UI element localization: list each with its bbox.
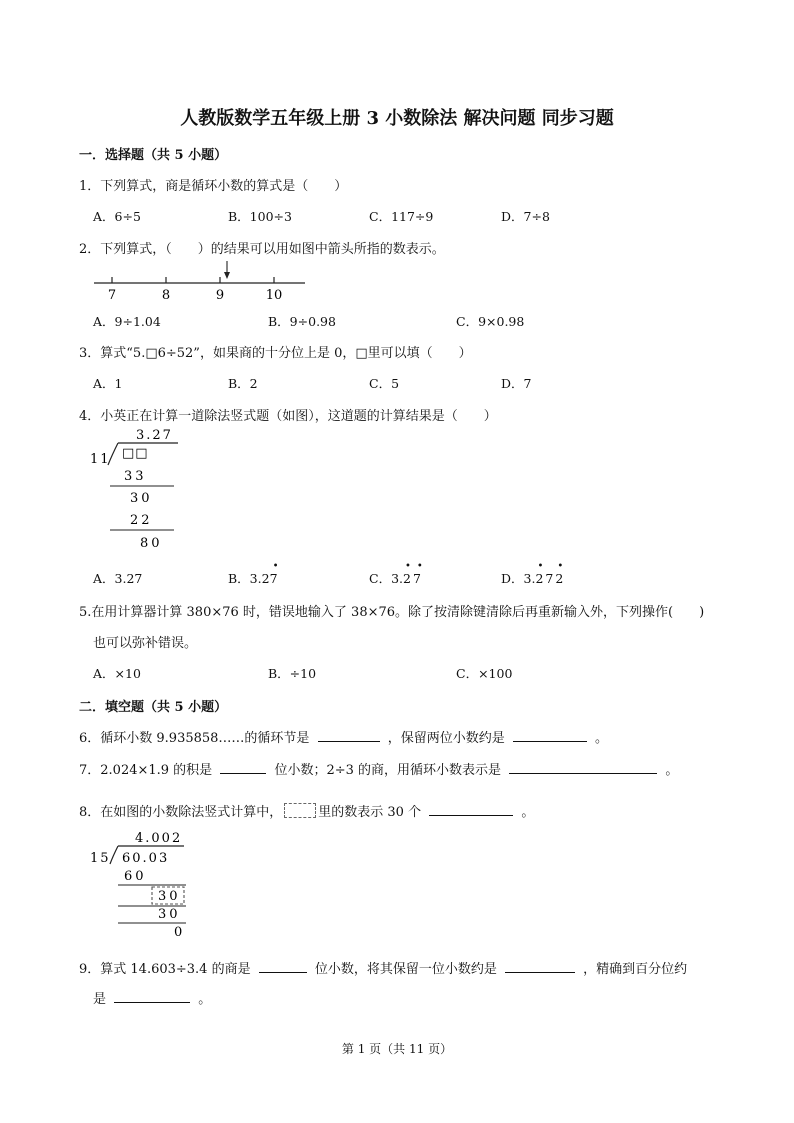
tick-label: 10 — [265, 288, 283, 303]
question-5-stem: 5.在用计算器计算 380×76 时，错误地输入了 38×76。除了按清除键清除后再重新输入外，下列操作( ) — [79, 605, 705, 620]
q9-text-d: 是 — [93, 992, 107, 1007]
question-4-stem: 4．小英正在计算一道除法竖式题（如图），这道题的计算结果是（ ） — [79, 409, 497, 424]
tick-label: 7 — [107, 288, 117, 303]
q4-option-a[interactable]: A．3.27 — [93, 571, 143, 586]
q4-option-b[interactable] — [228, 561, 279, 587]
q5-option-a[interactable]: A．×10 — [93, 666, 141, 681]
q3-option-b[interactable]: B．2 — [228, 376, 258, 391]
q7-text-b: 位小数；2÷3 的商，用循环小数表示是 — [274, 763, 502, 778]
question-5-stem-continued: 也可以弥补错误。 — [93, 636, 198, 651]
long-division-figure-q4 — [88, 425, 188, 555]
q3-option-a[interactable]: A．1 — [93, 376, 123, 391]
section-choice-heading: 一．选择题（共 5 小题） — [79, 148, 228, 163]
divisor-text: 11 — [90, 452, 111, 467]
q1-option-a[interactable]: A．6÷5 — [93, 209, 141, 224]
repeating-digits: •• 272 — [535, 561, 578, 586]
q3-option-d[interactable]: D．7 — [501, 376, 532, 391]
step-text: 30 — [158, 889, 181, 904]
question-2-stem: 2．下列算式，（ ）的结果可以用如图中箭头所指的数表示。 — [79, 242, 445, 257]
q6-text-c: 。 — [595, 731, 609, 746]
page-title: 人教版数学五年级上册 3 小数除法 解决问题 同步习题 — [180, 108, 614, 129]
step-text: 0 — [174, 925, 183, 940]
dividend-text: □□ — [122, 446, 149, 461]
dividend-text: 60.03 — [122, 851, 170, 866]
tick-label: 8 — [161, 288, 171, 303]
step-text: 33 — [124, 469, 147, 484]
q4-option-c[interactable] — [369, 561, 429, 587]
question-8 — [79, 801, 534, 820]
answer-blank[interactable] — [114, 990, 190, 1003]
q6-text-a: 6．循环小数 9.935858……的循环节是 — [79, 731, 310, 746]
option-prefix: B．3.2 — [228, 571, 270, 586]
q9-text-e: 。 — [198, 992, 212, 1007]
answer-blank[interactable] — [259, 960, 307, 973]
long-division-figure-q8 — [88, 828, 198, 940]
q2-option-c[interactable]: C．9×0.98 — [456, 314, 525, 329]
repeating-digits: •• 27 — [403, 561, 429, 586]
tick-label: 9 — [215, 288, 225, 303]
arrow-down-icon — [224, 261, 230, 279]
question-9 — [79, 958, 687, 977]
quotient-text: 4.002 — [135, 831, 183, 846]
answer-blank[interactable] — [513, 729, 587, 742]
q1-option-d[interactable]: D．7÷8 — [501, 209, 550, 224]
answer-blank[interactable] — [509, 761, 657, 774]
number-line-figure — [90, 258, 315, 304]
q7-text-c: 。 — [665, 763, 679, 778]
q6-text-b: ，保留两位小数约是 — [387, 731, 505, 746]
step-text: 80 — [140, 536, 163, 551]
answer-blank[interactable] — [429, 803, 513, 816]
q9-text-c: ，精确到百分位约 — [583, 962, 688, 977]
answer-blank[interactable] — [220, 761, 266, 774]
answer-blank[interactable] — [505, 960, 575, 973]
question-3-stem: 3．算式“5.□6÷52”，如果商的十分位上是 0，□里可以填（ ） — [79, 346, 472, 361]
page-footer: 第 1 页（共 11 页） — [341, 1042, 453, 1056]
dashed-box-icon — [284, 803, 316, 818]
question-6 — [79, 727, 608, 746]
q2-option-b[interactable]: B．9÷0.98 — [268, 314, 336, 329]
q5-option-c[interactable]: C．×100 — [456, 666, 513, 681]
question-1-stem: 1．下列算式，商是循环小数的算式是（ ） — [79, 179, 348, 194]
q8-text-c: 。 — [521, 805, 535, 820]
q3-option-c[interactable]: C．5 — [369, 376, 400, 391]
q2-option-a[interactable]: A．9÷1.04 — [93, 314, 161, 329]
divisor-text: 15 — [90, 851, 111, 866]
question-9-continued — [93, 988, 211, 1007]
q8-text-b: 里的数表示 30 个 — [318, 805, 422, 820]
q9-text-a: 9．算式 14.603÷3.4 的商是 — [79, 962, 251, 977]
option-prefix: C．3. — [369, 571, 403, 586]
q7-text-a: 7．2.024×1.9 的积是 — [79, 763, 213, 778]
repeating-digits: • 7 — [269, 561, 279, 586]
answer-blank[interactable] — [318, 729, 380, 742]
section-fill-heading: 二．填空题（共 5 小题） — [79, 700, 228, 715]
q5-option-b[interactable]: B．÷10 — [268, 666, 317, 681]
step-text: 22 — [130, 513, 153, 528]
q1-option-b[interactable]: B．100÷3 — [228, 209, 292, 224]
q9-text-b: 位小数，将其保留一位小数约是 — [314, 962, 497, 977]
step-text: 30 — [158, 907, 181, 922]
quotient-text: 3.27 — [136, 428, 173, 443]
step-text: 30 — [130, 491, 153, 506]
q8-text-a: 8．在如图的小数除法竖式计算中， — [79, 805, 283, 820]
step-text: 60 — [124, 869, 147, 884]
question-7 — [79, 759, 678, 778]
option-prefix: D．3. — [501, 571, 536, 586]
q4-option-d[interactable] — [501, 561, 578, 587]
q1-option-c[interactable]: C．117÷9 — [369, 209, 434, 224]
